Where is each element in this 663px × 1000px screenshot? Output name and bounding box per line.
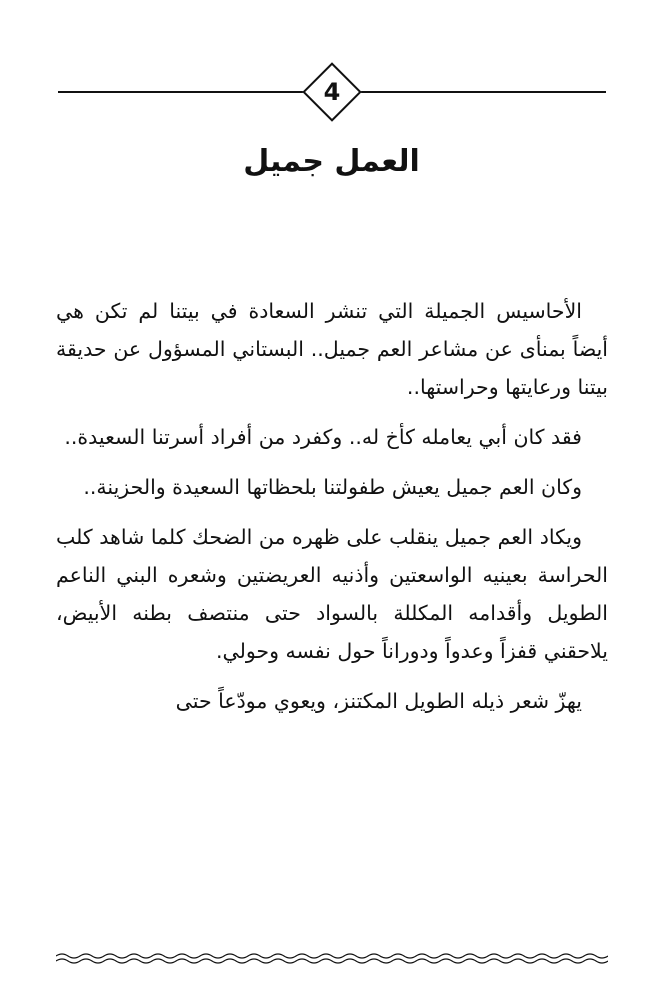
chapter-header <box>58 60 606 124</box>
chapter-title: العمل جميل <box>243 144 420 179</box>
paragraph: فقد كان أبي يعامله كأخ له.. وكفرد من أفراد أسرتنا السعيدة.. <box>64 425 582 449</box>
paragraph: ويكاد العم جميل ينقلب على ظهره من الضحك كلما شاهد كلب الحراسة بعينيه الواسعتين وأذنيه العريضتين وشعره البني الناعم الطويل وأقدامه المكللة بالسواد حتى منتصف بطنه الأبيض، يلاحقني قفزاً وعدواً ودوراناً حول نفسه وحولي. <box>56 525 608 663</box>
chapter-number: 4 <box>323 78 341 106</box>
paragraph: الأحاسيس الجميلة التي تنشر السعادة في بيتنا لم تكن هي أيضاً بمنأى عن مشاعر العم جميل.. البستاني المسؤول عن حديقة بيتنا ورعايتها وحراستها.. <box>56 299 608 399</box>
paragraph: وكان العم جميل يعيش طفولتنا بلحظاتها السعيدة والحزينة.. <box>83 475 582 499</box>
header-rule-right <box>360 91 606 93</box>
header-rule-left <box>58 91 304 93</box>
page-bottom-wave-divider <box>56 952 608 964</box>
paragraph: يهزّ شعر ذيله الطويل المكتنز، ويعوي مودّعاً حتى <box>175 689 582 713</box>
chapter-body <box>56 292 608 720</box>
